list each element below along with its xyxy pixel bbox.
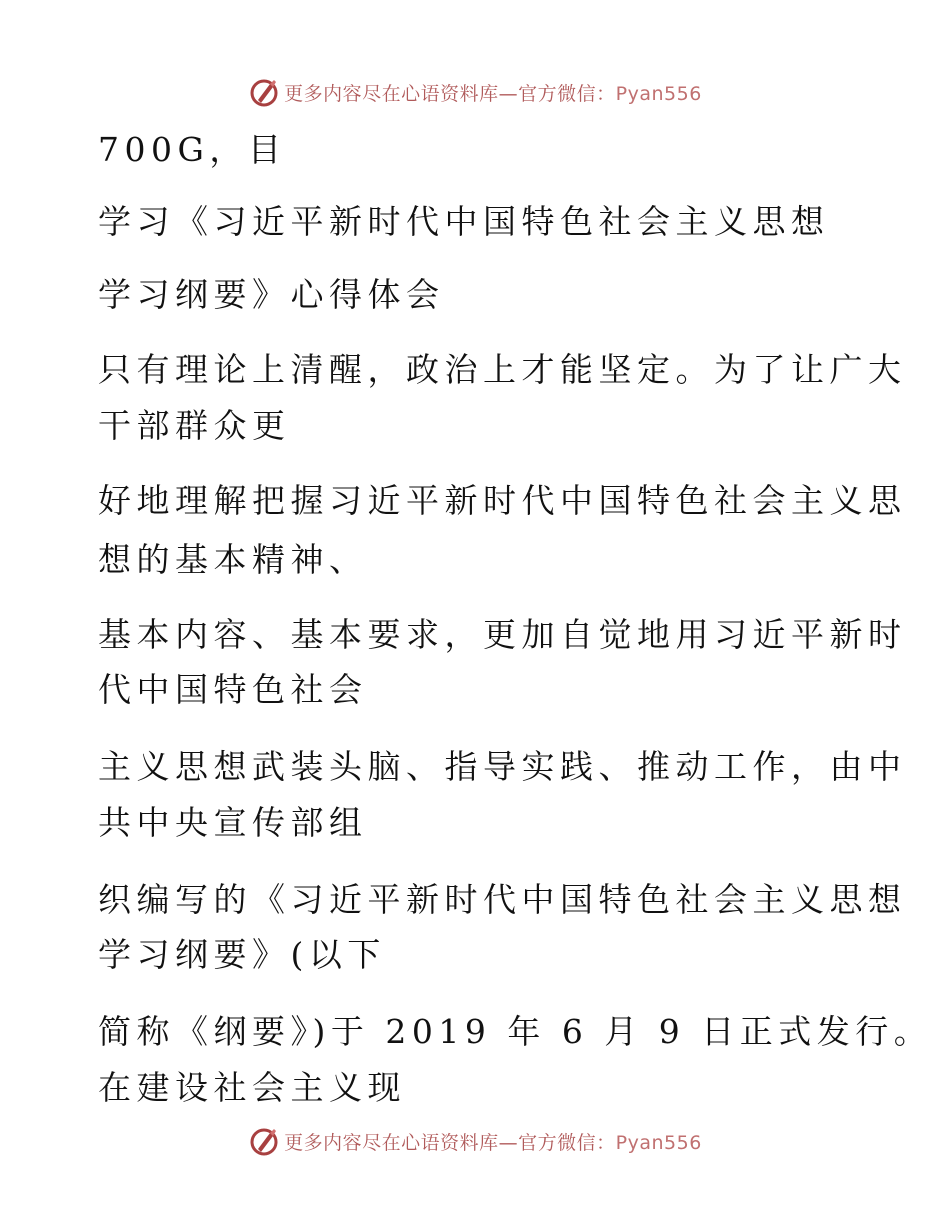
- text-line: 干部群众更: [98, 406, 291, 445]
- header-banner-text: 更多内容尽在心语资料库—官方微信：Pyan556: [284, 82, 702, 105]
- text-line: 好地理解把握习近平新时代中国特色社会主义思: [98, 481, 907, 520]
- footer-banner: [0, 1121, 950, 1161]
- wechat-handle: Pyan556: [615, 82, 702, 105]
- pen-seal-icon: [248, 76, 280, 108]
- text-line: 在建设社会主义现: [98, 1068, 406, 1107]
- text-line: 学习《习近平新时代中国特色社会主义思想: [98, 202, 830, 241]
- wechat-handle: Pyan556: [615, 1131, 702, 1154]
- text-line: 简称《纲要》)于 2019 年 6 月 9 日正式发行。: [98, 1012, 933, 1051]
- text-line: 想的基本精神、: [98, 540, 368, 579]
- text-line: 学习纲要》(以下: [98, 935, 386, 974]
- text-line: 共中央宣传部组: [98, 803, 368, 842]
- text-line: 学习纲要》心得体会: [98, 275, 445, 314]
- text-line: 基本内容、基本要求，更加自觉地用习近平新时: [98, 615, 907, 654]
- text-line: 主义思想武装头脑、指导实践、推动工作，由中: [98, 747, 907, 786]
- text-line: 织编写的《习近平新时代中国特色社会主义思想: [98, 880, 907, 919]
- text-line: 700G，目: [98, 130, 287, 169]
- footer-banner-text: 更多内容尽在心语资料库—官方微信：Pyan556: [284, 1131, 702, 1154]
- pen-seal-icon: [248, 1125, 280, 1157]
- header-banner: [0, 72, 950, 112]
- text-line: 只有理论上清醒，政治上才能坚定。为了让广大: [98, 350, 907, 389]
- text-line: 代中国特色社会: [98, 670, 368, 709]
